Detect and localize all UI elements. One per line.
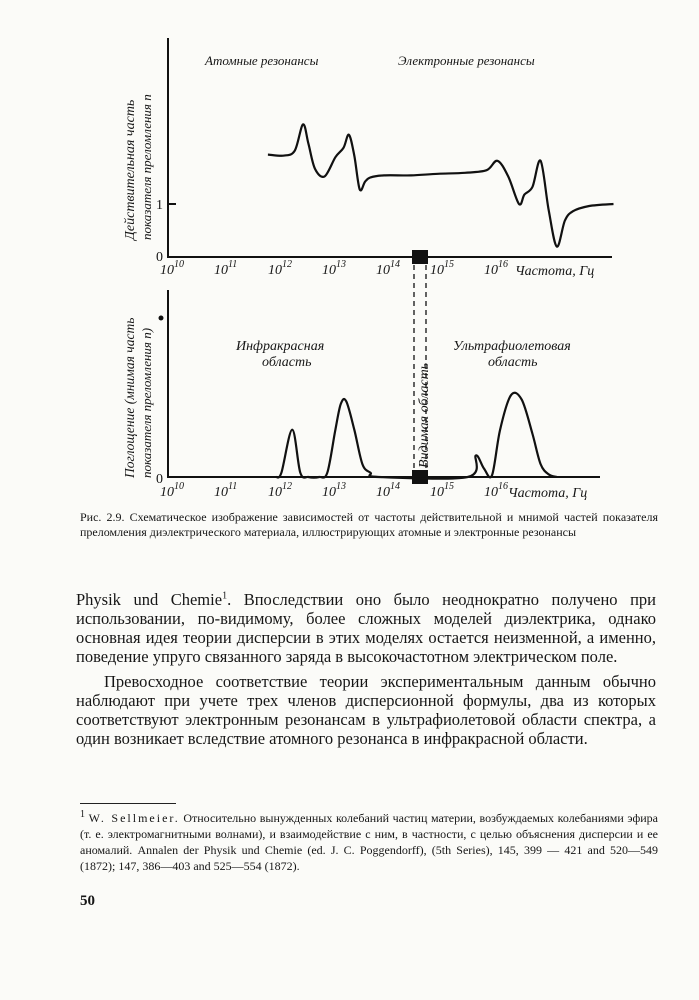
top-y-tick-label-1: 1: [156, 198, 163, 213]
bottom-x-tick-label-0: $10^{10}$: [160, 481, 184, 500]
annotation-atomic-resonances: Атомные резонансы: [205, 53, 319, 68]
bottom-x-axis-label: Частота, Гц: [508, 486, 588, 501]
paragraph-1: [76, 590, 656, 666]
footnote-mark: 1: [80, 809, 85, 820]
top-x-tick-label-1: $10^{11}$: [214, 259, 238, 278]
bottom-x-tick-label-3: $10^{13}$: [322, 481, 346, 500]
paragraph-1-rest: . Впоследствии оно было неоднократно получено при использовании, по-видимому, более сложных моделей диэлектрика, однако основная идея теории дисперсии в этих моделях остается неизменной, а именно, поведение упруго связанного заряда в высокочастотном электрическом поле.: [76, 590, 656, 666]
top-x-tick-label-0: $10^{10}$: [160, 259, 184, 278]
paragraph-1-start: Physik und Chemie: [76, 590, 223, 609]
bottom-y-axis-label-1: Поглощение (мнимая часть: [122, 317, 137, 478]
paragraph-2: Превосходное соответствие теории экспериментальным данным обычно наблюдают при учете трех членов дисперсионной формулы, два из которых соответствуют электронным резонансам в ультрафиолетовой области спектра, а один возникает вследствие атомного резонанса в инфракрасной области.: [76, 672, 656, 748]
annotation-ultraviolet-region: область: [488, 355, 538, 370]
visible-band-marker-top: [412, 250, 428, 264]
footnote: [80, 810, 658, 874]
footnote-reference: 1: [222, 590, 228, 602]
top-y-axis-label-2: показателя преломления n: [139, 94, 154, 240]
page-number: 50: [80, 893, 95, 909]
bottom-x-tick-label-1: $10^{11}$: [214, 481, 238, 500]
top-x-tick-label-2: $10^{12}$: [268, 259, 292, 278]
bottom-x-tick-label-6: $10^{16}$: [484, 481, 508, 500]
footnote-divider: [80, 803, 176, 804]
body-text: [76, 590, 656, 748]
bottom-x-tick-label-4: $10^{14}$: [376, 481, 400, 500]
real-part-curve: [268, 124, 614, 246]
bottom-y-tick-label-0: 0: [156, 472, 163, 487]
top-y-axis-label-1: Действительная часть: [123, 99, 138, 240]
footnote-author: W. Sellmeier.: [88, 811, 180, 825]
annotation-visible-region: Видимая область: [417, 362, 432, 468]
annotation-electronic-resonances: Электронные резонансы: [398, 53, 535, 68]
bottom-y-dot: [159, 316, 164, 321]
top-x-axis-label: Частота, Гц: [515, 264, 595, 279]
annotation-infrared-region: область: [262, 355, 312, 370]
bottom-x-tick-label-2: $10^{12}$: [268, 481, 292, 500]
top-y-tick-label-0: 0: [156, 250, 163, 265]
figure-caption: Рис. 2.9. Схематическое изображение зависимостей от частоты действительной и мнимой частей показателя преломления диэлектрического материала, иллюстрирующих атомные и электронные резонансы: [80, 510, 658, 539]
footnote-text: Относительно вынужденных колебаний частиц материи, возбуждаемых колебаниями эфира (т. е. электромагнитными волнами), и взаимодействие с ним, в частности, с целью объяснения дисперсии и ее аномалий. Annalen der Physik und Chemie (ed. J. C. Poggendorff), (5th Series), 145, 399 — 421 and 520—549 (1872); 147, 386—403 and 525—554 (1872).: [80, 811, 659, 873]
top-x-tick-label-3: $10^{13}$: [322, 259, 346, 278]
bottom-y-axis-label-2: показателя преломления n): [139, 327, 154, 478]
annotation-ultraviolet: Ультрафиолетовая: [453, 339, 571, 354]
bottom-x-tick-label-5: $10^{15}$: [430, 481, 454, 500]
top-x-tick-label-6: $10^{16}$: [484, 259, 508, 278]
top-x-tick-label-4: $10^{14}$: [376, 259, 400, 278]
top-x-tick-label-5: $10^{15}$: [430, 259, 454, 278]
annotation-infrared: Инфракрасная: [236, 339, 325, 354]
